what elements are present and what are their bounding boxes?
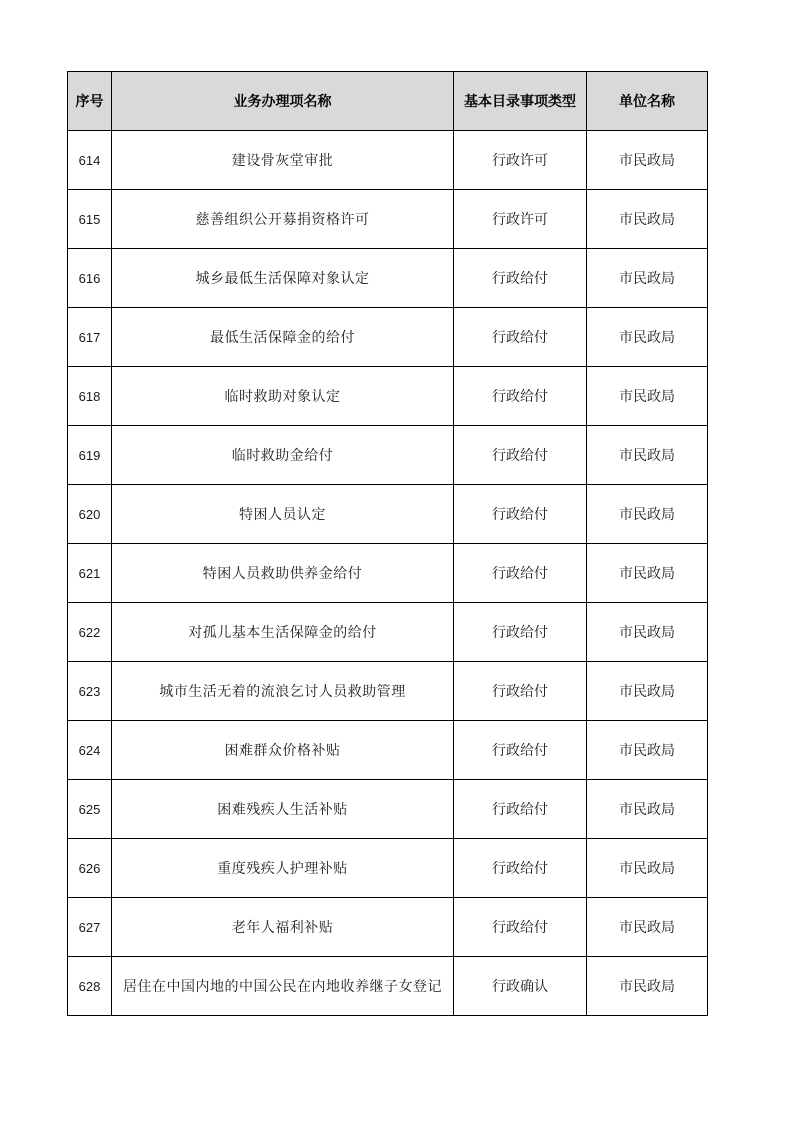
cell-item-type: 行政许可 [454, 131, 587, 190]
cell-unit-name: 市民政局 [587, 898, 708, 957]
cell-item-name: 对孤儿基本生活保障金的给付 [112, 603, 454, 662]
cell-unit-name: 市民政局 [587, 131, 708, 190]
cell-item-type: 行政给付 [454, 839, 587, 898]
cell-item-type: 行政给付 [454, 721, 587, 780]
table-row [68, 367, 708, 426]
table-row [68, 544, 708, 603]
cell-item-name: 特困人员认定 [112, 485, 454, 544]
table-row [68, 426, 708, 485]
cell-unit-name: 市民政局 [587, 721, 708, 780]
cell-serial-number: 623 [68, 662, 112, 721]
table-row [68, 131, 708, 190]
table-header [68, 72, 708, 131]
cell-unit-name: 市民政局 [587, 957, 708, 1016]
cell-item-name: 困难群众价格补贴 [112, 721, 454, 780]
cell-item-type: 行政给付 [454, 426, 587, 485]
header-item-name: 业务办理项名称 [112, 72, 454, 131]
cell-serial-number: 627 [68, 898, 112, 957]
cell-item-name: 城市生活无着的流浪乞讨人员救助管理 [112, 662, 454, 721]
cell-item-name: 最低生活保障金的给付 [112, 308, 454, 367]
cell-unit-name: 市民政局 [587, 426, 708, 485]
header-item-type: 基本目录事项类型 [454, 72, 587, 131]
cell-item-type: 行政给付 [454, 780, 587, 839]
cell-item-type: 行政给付 [454, 249, 587, 308]
cell-item-name: 居住在中国内地的中国公民在内地收养继子女登记 [112, 957, 454, 1016]
cell-unit-name: 市民政局 [587, 544, 708, 603]
cell-serial-number: 615 [68, 190, 112, 249]
cell-item-type: 行政给付 [454, 308, 587, 367]
cell-item-name: 城乡最低生活保障对象认定 [112, 249, 454, 308]
cell-serial-number: 621 [68, 544, 112, 603]
cell-item-name: 建设骨灰堂审批 [112, 131, 454, 190]
table-row [68, 308, 708, 367]
cell-serial-number: 628 [68, 957, 112, 1016]
cell-item-type: 行政给付 [454, 544, 587, 603]
cell-item-name: 困难残疾人生活补贴 [112, 780, 454, 839]
header-row [68, 72, 708, 131]
service-items-table [67, 71, 708, 1016]
cell-item-name: 临时救助对象认定 [112, 367, 454, 426]
table-row [68, 485, 708, 544]
cell-unit-name: 市民政局 [587, 190, 708, 249]
cell-item-type: 行政给付 [454, 367, 587, 426]
table-row [68, 898, 708, 957]
cell-serial-number: 617 [68, 308, 112, 367]
cell-item-type: 行政许可 [454, 190, 587, 249]
cell-unit-name: 市民政局 [587, 308, 708, 367]
cell-serial-number: 625 [68, 780, 112, 839]
cell-item-name: 重度残疾人护理补贴 [112, 839, 454, 898]
cell-item-type: 行政给付 [454, 662, 587, 721]
cell-unit-name: 市民政局 [587, 485, 708, 544]
cell-item-name: 慈善组织公开募捐资格许可 [112, 190, 454, 249]
table-row [68, 662, 708, 721]
cell-serial-number: 618 [68, 367, 112, 426]
document-page [67, 71, 707, 1016]
table-row [68, 190, 708, 249]
cell-serial-number: 619 [68, 426, 112, 485]
table-row [68, 839, 708, 898]
cell-serial-number: 624 [68, 721, 112, 780]
cell-item-type: 行政给付 [454, 603, 587, 662]
table-row [68, 603, 708, 662]
cell-unit-name: 市民政局 [587, 367, 708, 426]
table-row [68, 780, 708, 839]
table-row [68, 721, 708, 780]
cell-serial-number: 614 [68, 131, 112, 190]
cell-item-name: 临时救助金给付 [112, 426, 454, 485]
cell-item-type: 行政确认 [454, 957, 587, 1016]
cell-item-name: 特困人员救助供养金给付 [112, 544, 454, 603]
header-serial-number: 序号 [68, 72, 112, 131]
cell-serial-number: 622 [68, 603, 112, 662]
cell-item-type: 行政给付 [454, 485, 587, 544]
cell-item-type: 行政给付 [454, 898, 587, 957]
cell-unit-name: 市民政局 [587, 839, 708, 898]
cell-serial-number: 626 [68, 839, 112, 898]
header-unit-name: 单位名称 [587, 72, 708, 131]
table-row [68, 957, 708, 1016]
cell-unit-name: 市民政局 [587, 662, 708, 721]
cell-unit-name: 市民政局 [587, 249, 708, 308]
cell-item-name: 老年人福利补贴 [112, 898, 454, 957]
cell-unit-name: 市民政局 [587, 780, 708, 839]
cell-unit-name: 市民政局 [587, 603, 708, 662]
cell-serial-number: 616 [68, 249, 112, 308]
cell-serial-number: 620 [68, 485, 112, 544]
table-row [68, 249, 708, 308]
table-body [68, 131, 708, 1016]
